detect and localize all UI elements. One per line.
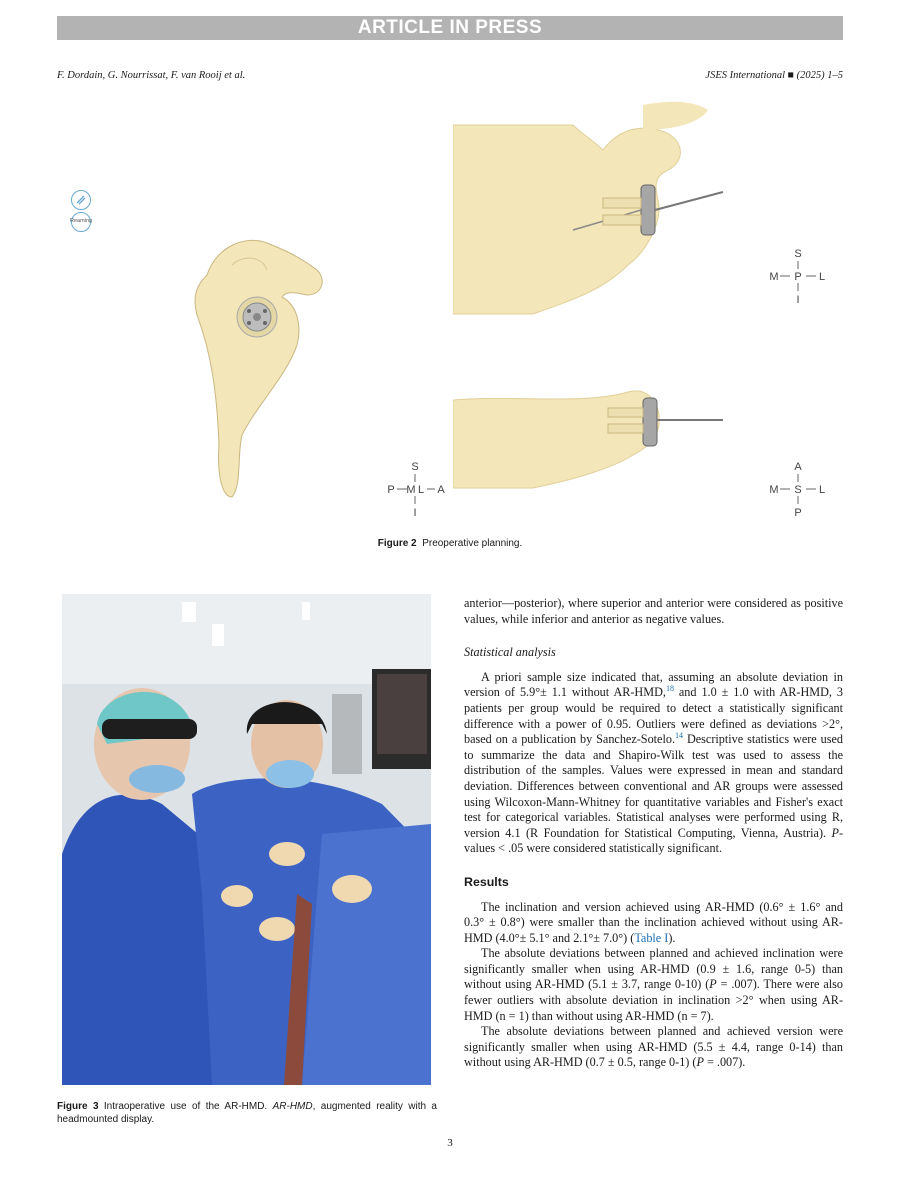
svg-text:M: M [406,484,416,496]
figure-3-caption: Figure 3 Intraoperative use of the AR-HMD. AR-HMD, augmented reality with a headmounted display. [57,1101,437,1125]
scapula-lateral-view [187,235,337,505]
article-in-press-banner: ARTICLE IN PRESS [57,16,843,40]
reference-18-link[interactable]: 18 [665,684,674,694]
svg-text:P: P [794,507,802,519]
orientation-compass-a [760,245,840,307]
figure-3-label: Figure 3 [57,1101,99,1112]
reference-14-link[interactable]: 14 [675,731,683,741]
svg-text:P: P [794,271,802,283]
svg-text:M: M [769,484,779,496]
svg-text:I: I [796,294,800,306]
svg-text:I: I [413,507,417,519]
table-1-link[interactable]: Table I [634,930,669,945]
heading-statistical-analysis: Statistical analysis [464,645,556,660]
running-head-journal: JSES International ■ (2025) 1–5 [705,70,843,81]
svg-text:S: S [794,484,802,496]
figure-2-caption-text: Preoperative planning. [422,538,523,549]
glenoid-superior-view [453,100,743,315]
figure-3-photo [62,594,431,1085]
paragraph-statistics: A priori sample size indicated that, assuming an absolute deviation in version of 5.9°± 1.1 without AR-HMD,$^{18}$ and 1.0 ± 1.0 with AR-HMD, 3 patients per group would be required to detect a statistically significant difference with a power of 0.95. Outliers were defined as deviations >2°, based on a publication by Sanchez-Sotelo.$^{14}$ Descriptive statistics were used to summarize the data and Shapiro-Wilk test was used to assess the distribution of the samples. Values were expressed in mean and standard deviation. Differences between conventional and AR groups were assessed using Wilcoxon-Mann-Whitney for quantitative variables and Fisher's exact test for categorical variables. Statistical analyses were performed using R, version 4.1 (R Foundation for Statistical Computing, Vienna, Austria). P-values < .05 were considered statistically significant. [464,669,844,856]
paragraph-continuation: anterior—posterior), where superior and anterior were considered as positive values, while inferior and anterior as negative values. [464,596,843,626]
svg-text:M: M [769,271,779,283]
svg-text:S: S [794,248,802,260]
body-text-column [464,596,843,1071]
paragraph-results-1: The inclination and version achieved using AR-HMD (0.6° ± 1.6° and 0.3° ± 0.8°) were smaller than the inclination achieved without using AR-HMD (4.0°± 5.1° and 2.1°± 7.0°) (Table I). [464,899,843,945]
heading-results: Results [464,874,509,889]
figure-2 [57,95,843,525]
glenoid-axial-view [453,380,743,490]
svg-text:S: S [411,461,419,473]
reaming-tool-icon[interactable] [71,190,91,210]
svg-text:A: A [437,484,445,496]
figure-2-caption [0,537,900,550]
reaming-label: Reaming [70,218,93,224]
paragraph-results-2: The absolute deviations between planned and achieved inclination were significantly smaller when using AR-HMD (0.9 ± 1.6, range 0-5) than without using AR-HMD (5.1 ± 3.7, range 0-10) (P = .007). There were also fewer outliers with absolute deviation in inclination >2° when using AR-HMD (n = 1) than without using AR-HMD (n = 7). [464,946,843,1023]
svg-text:L: L [818,484,826,496]
svg-text:P: P [387,484,395,496]
svg-text:A: A [794,461,802,473]
figure-2-label: Figure 2 [377,538,417,549]
svg-text:L: L [417,484,425,496]
orientation-compass-c [760,458,840,520]
page-number: 3 [447,1137,453,1149]
paragraph-results-3: The absolute deviations between planned and achieved version were significantly smaller when using AR-HMD (5.5 ± 4.4, range 0-14) than without using AR-HMD (0.7 ± 0.5, range 0-1) (P = .007). [464,1024,843,1070]
svg-text:L: L [818,271,826,283]
running-head-authors: F. Dordain, G. Nourrissat, F. van Rooij et al. [57,70,246,81]
orientation-compass-b [385,458,451,520]
